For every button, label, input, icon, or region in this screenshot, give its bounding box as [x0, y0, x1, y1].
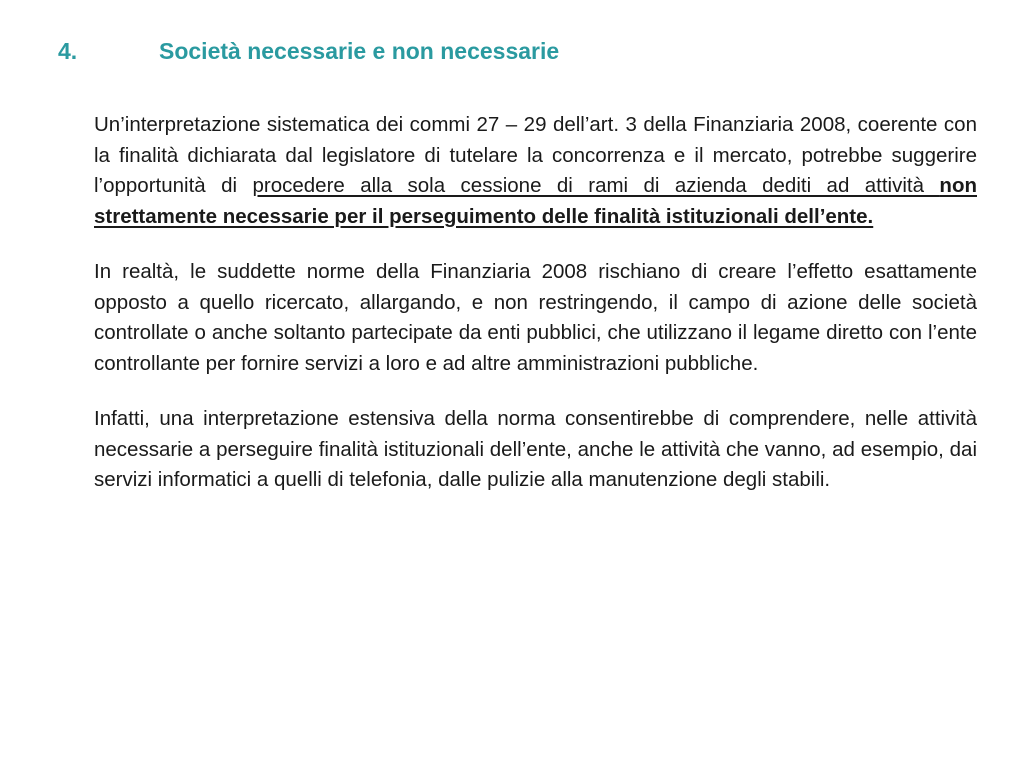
slide-body — [94, 110, 977, 521]
paragraph-1-text: Un’interpretazione sistematica dei commi 27 – 29 dell’art. 3 della Finanziaria 2008, coerente con la finalità dichiarata dal legislatore di tutelare la concorrenza e il mercato, potrebbe suggerire l’opportunità di — [94, 113, 977, 197]
title-number: 4. — [58, 38, 78, 64]
paragraph-1 — [94, 110, 977, 232]
paragraph-1-underlined-text: procedere alla sola cessione di rami di azienda dediti ad attività — [252, 174, 940, 197]
paragraph-2: In realtà, le suddette norme della Finanziaria 2008 rischiano di creare l’effetto esattamente opposto a quello ricercato, allargando, e non restringendo, il campo di azione delle società controllate o anche soltanto partecipate da enti pubblici, che utilizzano il legame diretto con l’ente controllante per fornire servizi a loro e ad altre amministrazioni pubbliche. — [94, 260, 977, 375]
title-text: Società necessarie e non necessarie — [159, 38, 560, 64]
paragraph-3: Infatti, una interpretazione estensiva della norma consentirebbe di comprendere, nelle attività necessarie a perseguire finalità istituzionali dell’ente, anche le attività che vanno, ad esempio, dai servizi informatici a quelli di telefonia, dalle pulizie alla manutenzione degli stabili. — [94, 407, 977, 491]
paragraph-1-bold-underlined-text: non strettamente necessarie per il perseguimento delle finalità istituzionali dell’ente. — [94, 174, 977, 228]
